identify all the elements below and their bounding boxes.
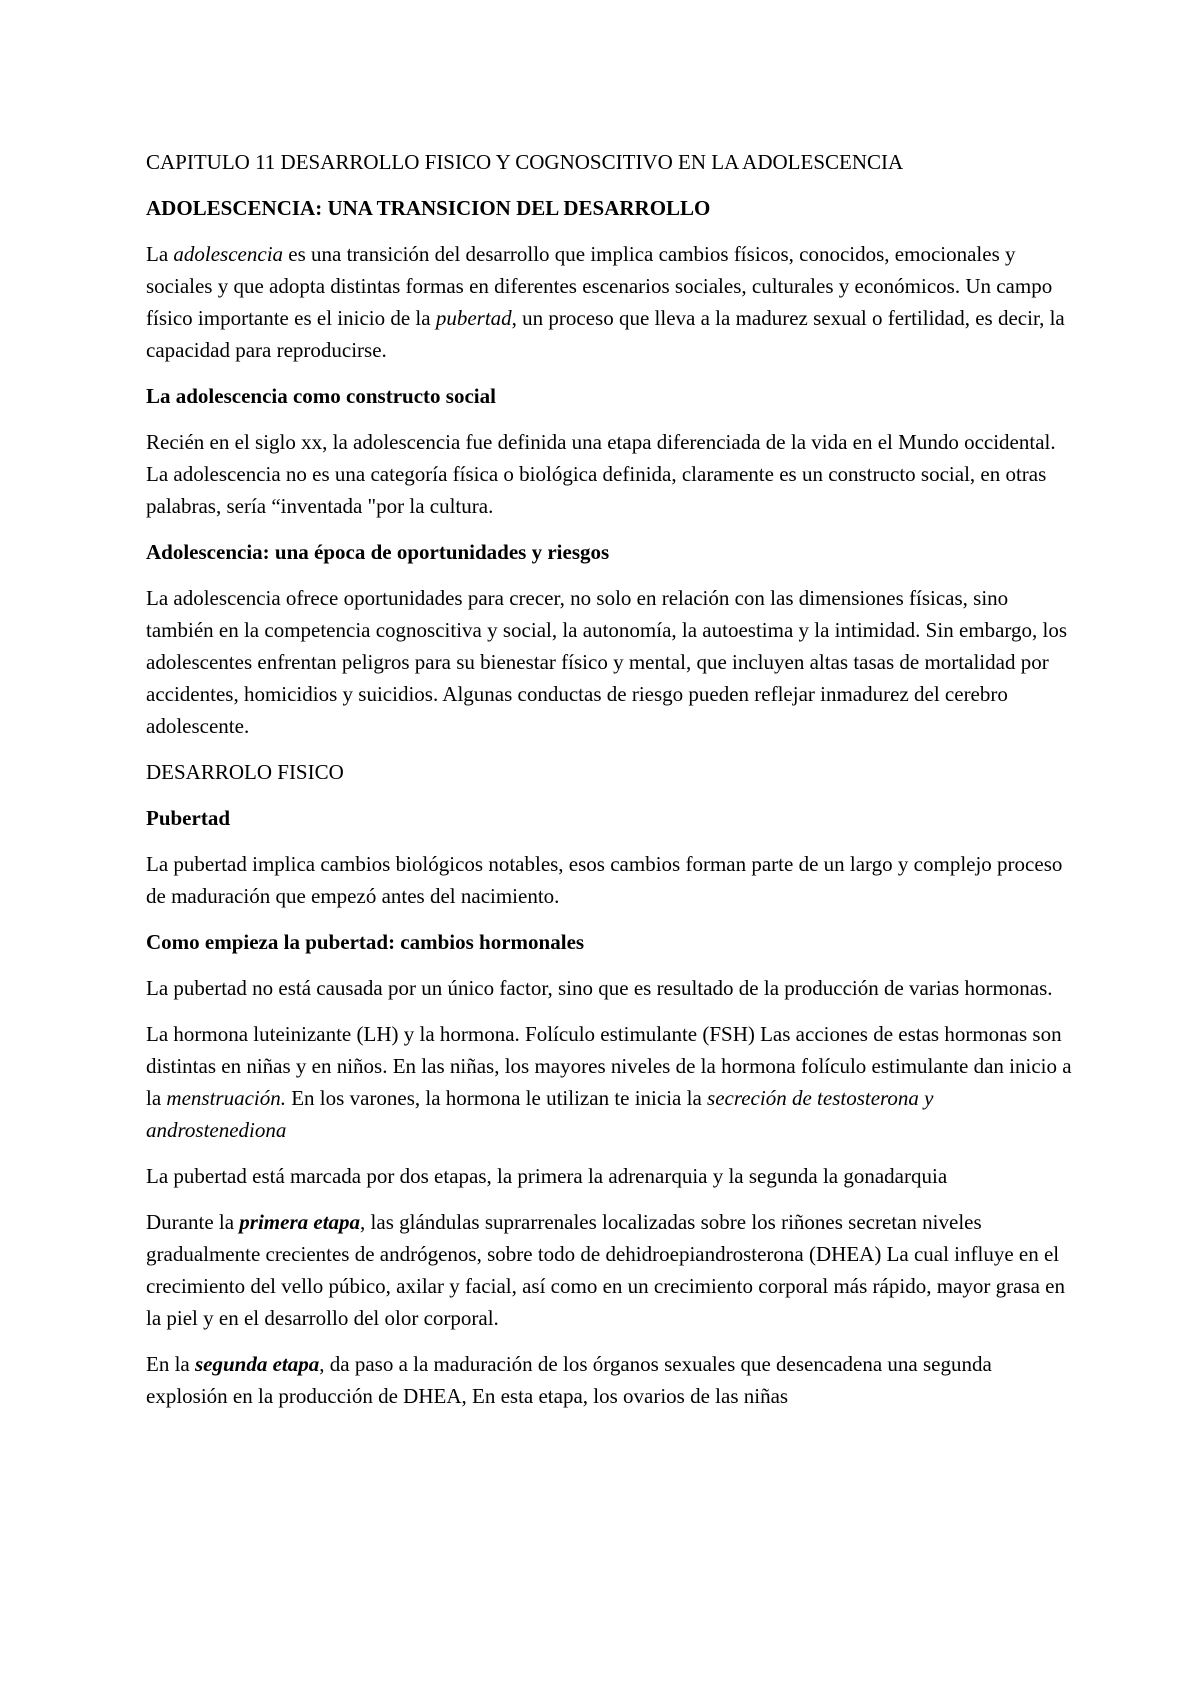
text-run: Durante la <box>146 1210 240 1234</box>
document-body <box>146 146 1076 1426</box>
paragraph-primera-etapa <box>146 1206 1076 1334</box>
term-menstruacion: menstruación. <box>166 1086 286 1110</box>
paragraph-etapas: La pubertad está marcada por dos etapas, la primera la adrenarquia y la segunda la gonadarquia <box>146 1164 948 1188</box>
text-run: , un proceso que lleva a la madurez sexual o fertilidad, es decir, la capacidad para reproducirse. <box>146 306 1065 362</box>
section-heading-fisico: DESARROLO FISICO <box>146 760 344 784</box>
term-segunda-etapa: segunda etapa <box>194 1352 320 1376</box>
subheading-oportunidades: Adolescencia: una época de oportunidades y riesgos <box>146 540 610 564</box>
text-run: La <box>146 242 174 266</box>
paragraph-intro <box>146 238 1076 366</box>
paragraph-factor: La pubertad no está causada por un único factor, sino que es resultado de la producción de varias hormonas. <box>146 976 1053 1000</box>
text-run: , da paso a la maduración de los órganos sexuales que desencadena una segunda explosión en la producción de DHEA, En esta etapa, los ovarios de las niñas <box>146 1352 992 1408</box>
paragraph-pubertad: La pubertad implica cambios biológicos notables, esos cambios forman parte de un largo y complejo proceso de maduración que empezó antes del nacimiento. <box>146 852 1063 908</box>
text-run: , las glándulas suprarrenales localizadas sobre los riñones secretan niveles gradualmente crecientes de andrógenos, sobre todo de dehidroepiandrosterona (DHEA) La cual influye en el crecimiento del vello púbico, axilar y facial, así como en un crecimiento corporal más rápido, mayor grasa en la piel y en el desarrollo del olor corporal. <box>146 1210 1065 1330</box>
paragraph-lh <box>146 1018 1076 1146</box>
term-adolescencia: adolescencia <box>173 242 284 266</box>
text-run: En la <box>146 1352 195 1376</box>
section-heading-transicion: ADOLESCENCIA: UNA TRANSICION DEL DESARROLLO <box>146 196 711 220</box>
text-run: En los varones, la hormona le utilizan te inicia la <box>285 1086 708 1110</box>
paragraph-constructo: Recién en el siglo xx, la adolescencia fue definida una etapa diferenciada de la vida en el Mundo occidental. La adolescencia no es una categoría física o biológica definida, claramente es un constructo social, en otras palabras, sería “inventada "por la cultura. <box>146 430 1056 518</box>
term-pubertad: pubertad <box>435 306 512 330</box>
subheading-constructo: La adolescencia como constructo social <box>146 384 496 408</box>
subheading-hormonales: Como empieza la pubertad: cambios hormonales <box>146 930 585 954</box>
text-run: La hormona luteinizante (LH) y la hormona. Folículo estimulante (FSH) Las acciones de estas hormonas son distintas en niñas y en niños. En las niñas, los mayores niveles de la hormona folículo estimulante dan inicio a la <box>146 1022 1072 1110</box>
paragraph-oportunidades: La adolescencia ofrece oportunidades para crecer, no solo en relación con las dimensiones físicas, sino también en la competencia cognoscitiva y social, la autonomía, la autoestima y la intimidad. Sin embargo, los adolescentes enfrentan peligros para su bienestar físico y mental, que incluyen altas tasas de mortalidad por accidentes, homicidios y suicidios. Algunas conductas de riesgo pueden reflejar inmadurez del cerebro adolescente. <box>146 586 1068 738</box>
term-primera-etapa: primera etapa <box>239 1210 361 1234</box>
text-run: es una transición del desarrollo que implica cambios físicos, conocidos, emocionales y sociales y que adopta distintas formas en diferentes escenarios sociales, culturales y económicos. Un campo físico importante es el inicio de la <box>146 242 1053 330</box>
term-secrecion: secreción de testosterona y androstenediona <box>146 1086 934 1142</box>
chapter-title: CAPITULO 11 DESARROLLO FISICO Y COGNOSCITIVO EN LA ADOLESCENCIA <box>146 150 904 174</box>
paragraph-segunda-etapa <box>146 1348 1076 1412</box>
subheading-pubertad: Pubertad <box>146 806 230 830</box>
